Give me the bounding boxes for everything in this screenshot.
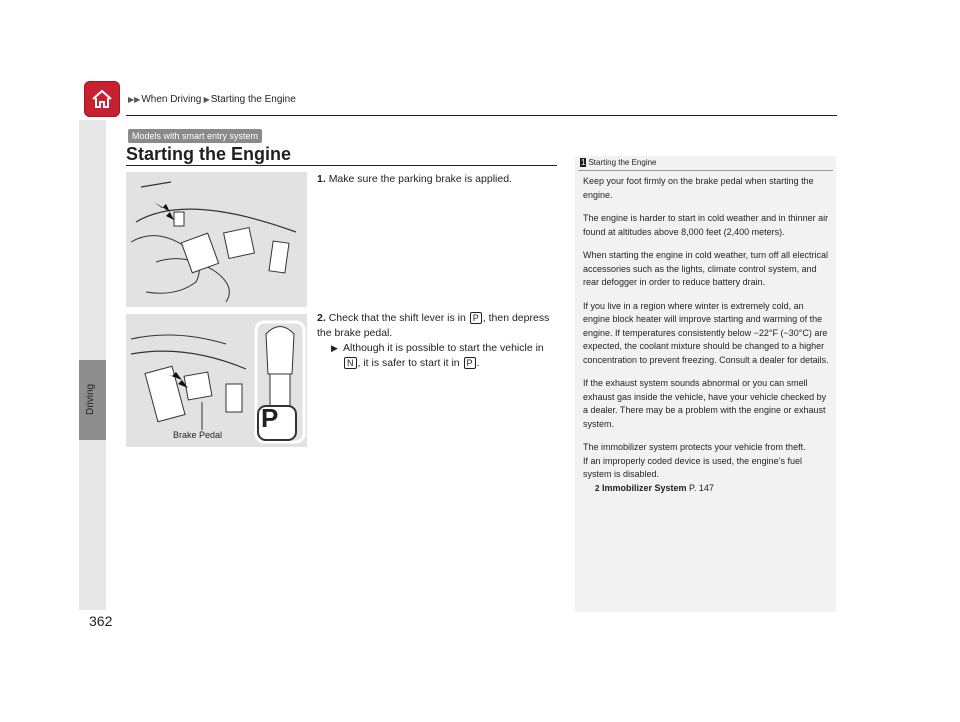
note-paragraph: The engine is harder to start in cold weather and in thinner air found at altitudes above 8,000 feet (2,400 meters). [583, 213, 829, 237]
cross-reference-link[interactable]: 2 Immobilizer System P. 147 [595, 482, 714, 493]
page-title: Starting the Engine [126, 144, 292, 164]
step-substep: ▶ Although it is possible to start the vehicle in N , it is safer to start it in P . [331, 342, 544, 369]
note-body [583, 175, 829, 495]
bullet-arrow-icon: ▶ [331, 343, 338, 353]
breadcrumb-arrow-icon: ▶▶ [128, 95, 141, 104]
shift-key-p: P [470, 312, 482, 324]
shift-key-p: P [464, 357, 476, 369]
title-divider [126, 165, 557, 166]
step-text: Check that the shift lever is in [328, 312, 466, 324]
note-paragraph: If you live in a region where winter is extremely cold, an engine block heater will improve starting and warming of the engine. If temperatures consistently below −22°F (−30°C) are expected, the coolant mixture should be changed to a higher concentration to prevent freezing. Consult a dealer for details. [583, 300, 829, 365]
parking-brake-illustration [126, 172, 307, 307]
note-paragraph: The immobilizer system protects your vehicle from theft. [583, 442, 806, 452]
header-divider [126, 115, 837, 116]
breadcrumb-item[interactable]: When Driving [141, 94, 202, 105]
note-divider [578, 170, 833, 171]
note-paragraph: When starting the engine in cold weather, turn off all electrical accessories such as the lights, climate control system, and rear defogger in order to reduce battery drain. [583, 250, 828, 287]
breadcrumb-item[interactable]: Starting the Engine [210, 94, 296, 105]
step-number: 2. [317, 312, 326, 324]
reference-arrow-icon: 2 [595, 483, 600, 493]
step-text: Make sure the parking brake is applied. [328, 173, 512, 185]
shift-key-n: N [344, 357, 357, 369]
step-number: 1. [317, 173, 326, 185]
model-tag: Models with smart entry system [128, 129, 262, 143]
step-2 [317, 311, 557, 371]
note-paragraph: If an improperly coded device is used, the engine’s fuel system is disabled. [583, 455, 802, 479]
note-paragraph: If the exhaust system sounds abnormal or you can smell exhaust gas inside the vehicle, have your vehicle checked by a dealer. There may be a problem with the engine or exhaust system. [583, 378, 827, 429]
shift-position-letter: P [261, 403, 279, 433]
note-paragraph: Keep your foot firmly on the brake pedal when starting the engine. [583, 176, 814, 200]
page-number: 362 [89, 613, 113, 629]
step-text: , then depress the brake pedal. [317, 312, 550, 339]
brake-pedal-illustration [126, 314, 307, 447]
note-heading: 1 Starting the Engine [581, 158, 657, 167]
brake-pedal-callout: Brake Pedal [173, 430, 223, 440]
note-marker-icon: 1 [581, 158, 586, 167]
home-button[interactable] [84, 81, 120, 117]
breadcrumb-arrow-icon: ▶ [201, 95, 210, 104]
home-icon [90, 87, 114, 111]
section-label: Driving [85, 383, 96, 415]
breadcrumb [128, 94, 296, 105]
step-1 [317, 172, 557, 187]
